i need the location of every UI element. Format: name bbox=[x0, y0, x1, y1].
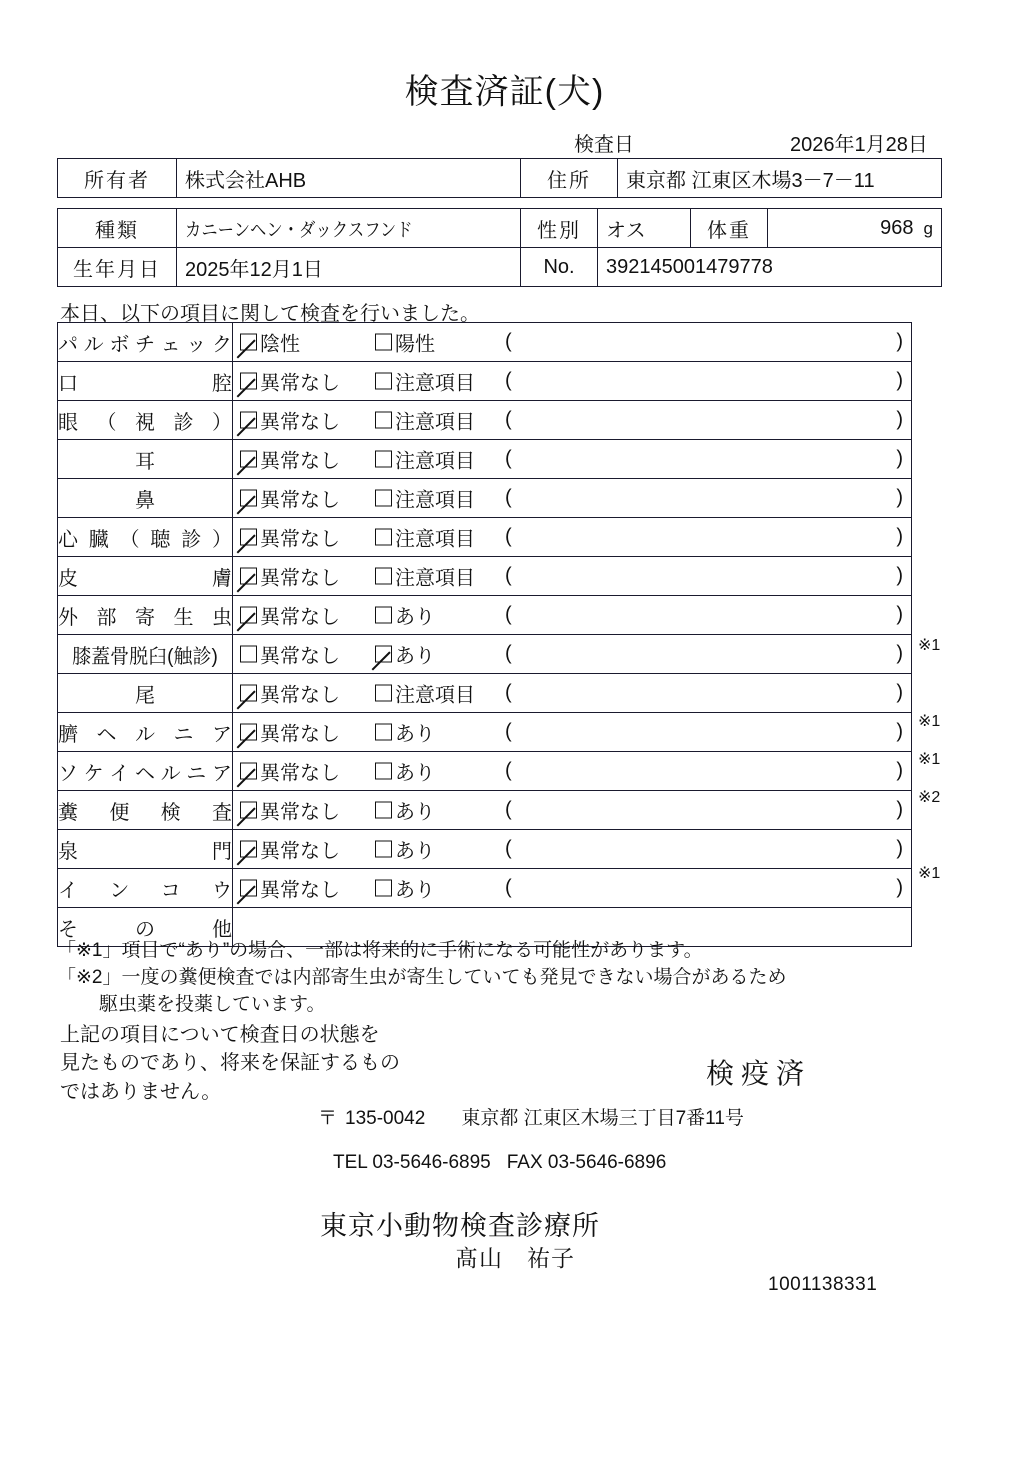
checklist-item-label bbox=[58, 557, 233, 596]
checkbox-option-a[interactable] bbox=[240, 328, 300, 357]
document-number: 1001138331 bbox=[768, 1274, 878, 1295]
checkbox-option-a[interactable] bbox=[240, 406, 340, 435]
checklist-item-label-text: 外 部 寄 生 虫 bbox=[58, 606, 232, 629]
checkbox-option-a[interactable] bbox=[240, 679, 340, 708]
checklist-item-label bbox=[58, 596, 233, 635]
checked-box-icon bbox=[240, 490, 257, 507]
checklist-item-label-text: 皮 膚 bbox=[58, 567, 232, 590]
breed-text: カニーンヘン・ダックスフンド bbox=[185, 219, 413, 241]
table-row bbox=[58, 830, 912, 869]
checkbox-option-a[interactable] bbox=[240, 835, 340, 864]
table-row bbox=[58, 209, 942, 248]
checked-box-icon bbox=[240, 763, 257, 780]
remark-paren-close: ) bbox=[896, 486, 903, 509]
checkbox-option-b[interactable] bbox=[375, 718, 435, 747]
checkbox-option-b[interactable] bbox=[375, 757, 435, 786]
checklist-item-label bbox=[58, 479, 233, 518]
empty-box-icon bbox=[375, 607, 392, 624]
checkbox-option-a[interactable] bbox=[240, 796, 340, 825]
checkbox-option-label: 注意項目 bbox=[395, 450, 475, 473]
checkbox-option-b[interactable] bbox=[375, 601, 435, 630]
checklist-item-label-text: 口 腔 bbox=[58, 372, 232, 395]
remark-paren-close: ) bbox=[896, 603, 903, 626]
remark-paren-open: ( bbox=[505, 681, 512, 704]
disclaimer-line-3: ではありません。 bbox=[60, 1080, 222, 1103]
checklist-item-options bbox=[233, 713, 912, 752]
page-title: 検査済証(犬) bbox=[404, 73, 605, 111]
checklist-item-label bbox=[58, 635, 233, 674]
weight-value bbox=[768, 209, 942, 248]
address-label: 住所 bbox=[521, 159, 618, 198]
checkbox-option-label: あり bbox=[395, 801, 435, 824]
remark-paren-close: ) bbox=[896, 837, 903, 860]
checkbox-option-label: 陰性 bbox=[260, 333, 300, 356]
breed-value bbox=[177, 209, 521, 248]
checkbox-option-label: 異常なし bbox=[260, 606, 340, 629]
checkbox-option-label: 陽性 bbox=[395, 333, 435, 356]
address-value: 東京都 江東区木場3－7－11 bbox=[618, 159, 942, 198]
remark-paren-close: ) bbox=[896, 720, 903, 743]
checklist-item-label bbox=[58, 674, 233, 713]
sex-label: 性別 bbox=[521, 209, 598, 248]
remark-paren-open: ( bbox=[505, 525, 512, 548]
veterinarian-name: 髙山 祐子 bbox=[455, 1245, 575, 1271]
checked-box-icon bbox=[240, 685, 257, 702]
table-row bbox=[58, 401, 912, 440]
remark-paren-open: ( bbox=[505, 330, 512, 353]
checklist-item-label-text: 鼻 bbox=[135, 489, 155, 512]
checklist-item-label-text: 尾 bbox=[135, 684, 155, 707]
checkbox-option-label: 異常なし bbox=[260, 411, 340, 434]
table-row bbox=[58, 248, 942, 287]
clinic-postal-code: 135-0042 bbox=[345, 1108, 426, 1129]
microchip-no-value: 392145001479778 bbox=[598, 248, 942, 287]
remark-paren-close: ) bbox=[896, 564, 903, 587]
checklist-item-options bbox=[233, 401, 912, 440]
remark-paren-close: ) bbox=[896, 525, 903, 548]
remark-paren-open: ( bbox=[505, 564, 512, 587]
checkbox-option-label: 異常なし bbox=[260, 528, 340, 551]
owner-table bbox=[57, 158, 942, 198]
table-row bbox=[58, 362, 912, 401]
owner-label: 所有者 bbox=[58, 159, 177, 198]
checkbox-option-b[interactable] bbox=[375, 874, 435, 903]
checked-box-icon bbox=[240, 880, 257, 897]
checklist-item-options bbox=[233, 557, 912, 596]
checkbox-option-label: 異常なし bbox=[260, 645, 340, 668]
checklist-note-marker: ※2 bbox=[918, 789, 941, 806]
table-row bbox=[58, 791, 912, 830]
checklist-item-label-text: 膝蓋骨脱臼(触診) bbox=[72, 645, 218, 668]
checkbox-option-b[interactable] bbox=[375, 328, 435, 357]
table-row bbox=[58, 869, 912, 908]
checkbox-option-label: あり bbox=[395, 879, 435, 902]
remark-paren-open: ( bbox=[505, 408, 512, 431]
checkbox-option-a[interactable] bbox=[240, 601, 340, 630]
table-row bbox=[58, 479, 912, 518]
clinic-contact-line bbox=[333, 1152, 666, 1174]
checked-box-icon bbox=[240, 724, 257, 741]
checklist-item-label bbox=[58, 518, 233, 557]
sex-value: オス bbox=[598, 209, 691, 248]
checklist-table-wrapper bbox=[57, 322, 912, 947]
checkbox-option-label: 異常なし bbox=[260, 684, 340, 707]
checkbox-option-label: 注意項目 bbox=[395, 372, 475, 395]
checked-box-icon bbox=[375, 646, 392, 663]
checklist-item-label bbox=[58, 791, 233, 830]
table-row bbox=[58, 752, 912, 791]
checkbox-option-a[interactable] bbox=[240, 562, 340, 591]
clinic-address-line bbox=[318, 1103, 744, 1130]
checklist-item-options bbox=[233, 674, 912, 713]
checklist-item-label bbox=[58, 362, 233, 401]
checklist-item-label bbox=[58, 869, 233, 908]
checkbox-option-a[interactable] bbox=[240, 445, 340, 474]
inspection-date-label: 検査日 bbox=[574, 134, 634, 156]
dob-value: 2025年12月1日 bbox=[177, 248, 521, 287]
checked-box-icon bbox=[240, 607, 257, 624]
checklist-item-label-text: 臍 ヘ ル ニ ア bbox=[58, 723, 232, 746]
weight-label: 体重 bbox=[691, 209, 768, 248]
empty-box-icon bbox=[375, 802, 392, 819]
disclaimer-line-2: 見たものであり、将来を保証するもの bbox=[60, 1052, 400, 1075]
checklist-item-label-text: パ ル ボ チ ェ ッ ク bbox=[58, 333, 232, 356]
remark-paren-open: ( bbox=[505, 486, 512, 509]
remark-paren-close: ) bbox=[896, 681, 903, 704]
checkbox-option-a[interactable] bbox=[240, 484, 340, 513]
empty-box-icon bbox=[375, 841, 392, 858]
checklist-item-label-text: ソ ケ イ ヘ ル ニ ア bbox=[58, 762, 232, 785]
checklist-item-options bbox=[233, 869, 912, 908]
remark-paren-close: ) bbox=[896, 798, 903, 821]
inspection-date-value: 2026年1月28日 bbox=[790, 134, 928, 156]
checkbox-option-label: 異常なし bbox=[260, 372, 340, 395]
breed-label: 種類 bbox=[58, 209, 177, 248]
checklist-note-marker: ※1 bbox=[918, 751, 941, 768]
checkbox-option-a[interactable] bbox=[240, 757, 340, 786]
empty-box-icon bbox=[375, 685, 392, 702]
disclaimer bbox=[60, 1021, 400, 1106]
checked-box-icon bbox=[240, 451, 257, 468]
checklist-item-label-text: 心 臓 （ 聴 診 ） bbox=[58, 528, 232, 551]
checkbox-option-b[interactable] bbox=[375, 484, 475, 513]
checkbox-option-label: あり bbox=[395, 762, 435, 785]
checkbox-option-label: 注意項目 bbox=[395, 528, 475, 551]
checkbox-option-b[interactable] bbox=[375, 640, 435, 669]
checked-box-icon bbox=[240, 334, 257, 351]
microchip-no-label: No. bbox=[521, 248, 598, 287]
checklist-item-options bbox=[233, 752, 912, 791]
checkbox-option-b[interactable] bbox=[375, 523, 475, 552]
remark-paren-open: ( bbox=[505, 837, 512, 860]
checkbox-option-a[interactable] bbox=[240, 367, 340, 396]
empty-box-icon bbox=[375, 412, 392, 429]
remark-paren-open: ( bbox=[505, 369, 512, 392]
dob-label: 生年月日 bbox=[58, 248, 177, 287]
checked-box-icon bbox=[240, 841, 257, 858]
checkbox-option-label: あり bbox=[395, 645, 435, 668]
checked-box-icon bbox=[240, 412, 257, 429]
checklist-body bbox=[58, 323, 912, 947]
checked-box-icon bbox=[240, 802, 257, 819]
checklist-note-marker: ※1 bbox=[918, 865, 941, 882]
remark-paren-close: ) bbox=[896, 642, 903, 665]
remark-paren-open: ( bbox=[505, 447, 512, 470]
checkbox-option-b[interactable] bbox=[375, 406, 475, 435]
checklist-intro: 本日、以下の項目に関して検査を行いました。 bbox=[60, 303, 480, 325]
remark-paren-close: ) bbox=[896, 759, 903, 782]
empty-box-icon bbox=[375, 880, 392, 897]
checklist-item-label-text: 耳 bbox=[135, 450, 155, 473]
remark-paren-open: ( bbox=[505, 720, 512, 743]
footnote-2-line-2: 駆虫薬を投薬しています。 bbox=[99, 993, 326, 1015]
remark-paren-close: ) bbox=[896, 330, 903, 353]
checklist-item-label bbox=[58, 323, 233, 362]
empty-box-icon bbox=[375, 763, 392, 780]
table-row bbox=[58, 713, 912, 752]
checkbox-option-label: 異常なし bbox=[260, 567, 340, 590]
checklist-item-options bbox=[233, 518, 912, 557]
checkbox-option-label: 注意項目 bbox=[395, 684, 475, 707]
table-row bbox=[58, 159, 942, 198]
footnote-2-line-1: 「※2」一度の糞便検査では内部寄生虫が寄生していても発見できない場合があるため bbox=[57, 966, 787, 988]
checkbox-option-label: あり bbox=[395, 723, 435, 746]
checkbox-option-b[interactable] bbox=[375, 367, 475, 396]
remark-paren-close: ) bbox=[896, 447, 903, 470]
footnote-1: 「※1」項目で“あり”の場合、一部は将来的に手術になる可能性があります。 bbox=[57, 940, 703, 961]
empty-box-icon bbox=[375, 568, 392, 585]
checkbox-option-label: 異常なし bbox=[260, 489, 340, 512]
checklist-item-options bbox=[233, 791, 912, 830]
checkbox-option-label: 異常なし bbox=[260, 762, 340, 785]
table-row bbox=[58, 635, 912, 674]
table-row bbox=[58, 557, 912, 596]
clinic-name: 東京小動物検査診療所 bbox=[320, 1211, 600, 1241]
checklist-item-options bbox=[233, 323, 912, 362]
checked-box-icon bbox=[240, 529, 257, 546]
checklist-item-label bbox=[58, 713, 233, 752]
checklist-item-options bbox=[233, 635, 912, 674]
remark-paren-open: ( bbox=[505, 759, 512, 782]
checkbox-option-label: あり bbox=[395, 840, 435, 863]
checklist-item-label bbox=[58, 440, 233, 479]
remark-paren-close: ) bbox=[896, 408, 903, 431]
checkbox-option-label: 注意項目 bbox=[395, 567, 475, 590]
checklist-note-marker: ※1 bbox=[918, 637, 941, 654]
quarantine-stamp: 検疫済 bbox=[706, 1058, 812, 1089]
clinic-address: 東京都 江東区木場三丁目7番11号 bbox=[461, 1108, 744, 1129]
checkbox-option-b[interactable] bbox=[375, 445, 475, 474]
checklist-item-label-text: イ ン コ ウ bbox=[58, 879, 232, 902]
checkbox-option-b[interactable] bbox=[375, 796, 435, 825]
disclaimer-line-1: 上記の項目について検査日の状態を bbox=[60, 1024, 380, 1046]
empty-box-icon bbox=[375, 451, 392, 468]
empty-box-icon bbox=[375, 724, 392, 741]
checkbox-option-label: 異常なし bbox=[260, 879, 340, 902]
empty-box-icon bbox=[240, 646, 257, 663]
checklist-item-options bbox=[233, 596, 912, 635]
clinic-tel: TEL 03-5646-6895 bbox=[333, 1152, 491, 1173]
footnotes bbox=[57, 938, 787, 1019]
table-row bbox=[58, 518, 912, 557]
checklist-item-options bbox=[233, 830, 912, 869]
checkbox-option-label: 異常なし bbox=[260, 840, 340, 863]
checkbox-option-a[interactable] bbox=[240, 640, 340, 669]
checklist-note-marker: ※1 bbox=[918, 713, 941, 730]
checklist-item-label bbox=[58, 752, 233, 791]
remark-paren-open: ( bbox=[505, 603, 512, 626]
checkbox-option-a[interactable] bbox=[240, 874, 340, 903]
remark-paren-close: ) bbox=[896, 876, 903, 899]
checklist-item-label bbox=[58, 401, 233, 440]
remark-paren-open: ( bbox=[505, 642, 512, 665]
checkbox-option-label: 異常なし bbox=[260, 801, 340, 824]
checked-box-icon bbox=[240, 568, 257, 585]
checkbox-option-label: 注意項目 bbox=[395, 411, 475, 434]
postal-mark-icon: 〒 bbox=[318, 1108, 338, 1129]
checklist-item-label-text: 泉 門 bbox=[58, 840, 232, 863]
remark-paren-open: ( bbox=[505, 798, 512, 821]
checklist-item-options bbox=[233, 479, 912, 518]
table-row bbox=[58, 440, 912, 479]
checked-box-icon bbox=[240, 373, 257, 390]
table-row bbox=[58, 674, 912, 713]
remark-paren-close: ) bbox=[896, 369, 903, 392]
table-row bbox=[58, 596, 912, 635]
owner-name-value: 株式会社AHB bbox=[177, 159, 521, 198]
checklist-item-options bbox=[233, 440, 912, 479]
checkbox-option-label: 異常なし bbox=[260, 450, 340, 473]
checklist-table bbox=[57, 322, 912, 947]
checklist-item-options bbox=[233, 362, 912, 401]
empty-box-icon bbox=[375, 529, 392, 546]
checkbox-option-b[interactable] bbox=[375, 562, 475, 591]
checkbox-option-a[interactable] bbox=[240, 718, 340, 747]
animal-table bbox=[57, 208, 942, 287]
empty-box-icon bbox=[375, 490, 392, 507]
clinic-fax: FAX 03-5646-6896 bbox=[506, 1152, 667, 1173]
table-row bbox=[58, 323, 912, 362]
weight-number: 968 bbox=[880, 216, 914, 239]
empty-box-icon bbox=[375, 334, 392, 351]
checkbox-option-label: 注意項目 bbox=[395, 489, 475, 512]
checkbox-option-a[interactable] bbox=[240, 523, 340, 552]
empty-box-icon bbox=[375, 373, 392, 390]
weight-unit: g bbox=[923, 218, 933, 238]
checklist-item-label-text: そ の 他 bbox=[58, 918, 232, 941]
checkbox-option-label: 異常なし bbox=[260, 723, 340, 746]
checklist-item-label-text: 糞 便 検 査 bbox=[58, 801, 232, 824]
checklist-item-label-text: 眼 （ 視 診 ） bbox=[58, 411, 232, 434]
checkbox-option-b[interactable] bbox=[375, 835, 435, 864]
checkbox-option-label: あり bbox=[395, 606, 435, 629]
inspection-date-line bbox=[0, 128, 1009, 154]
checkbox-option-b[interactable] bbox=[375, 679, 475, 708]
checklist-item-label bbox=[58, 830, 233, 869]
remark-paren-open: ( bbox=[505, 876, 512, 899]
